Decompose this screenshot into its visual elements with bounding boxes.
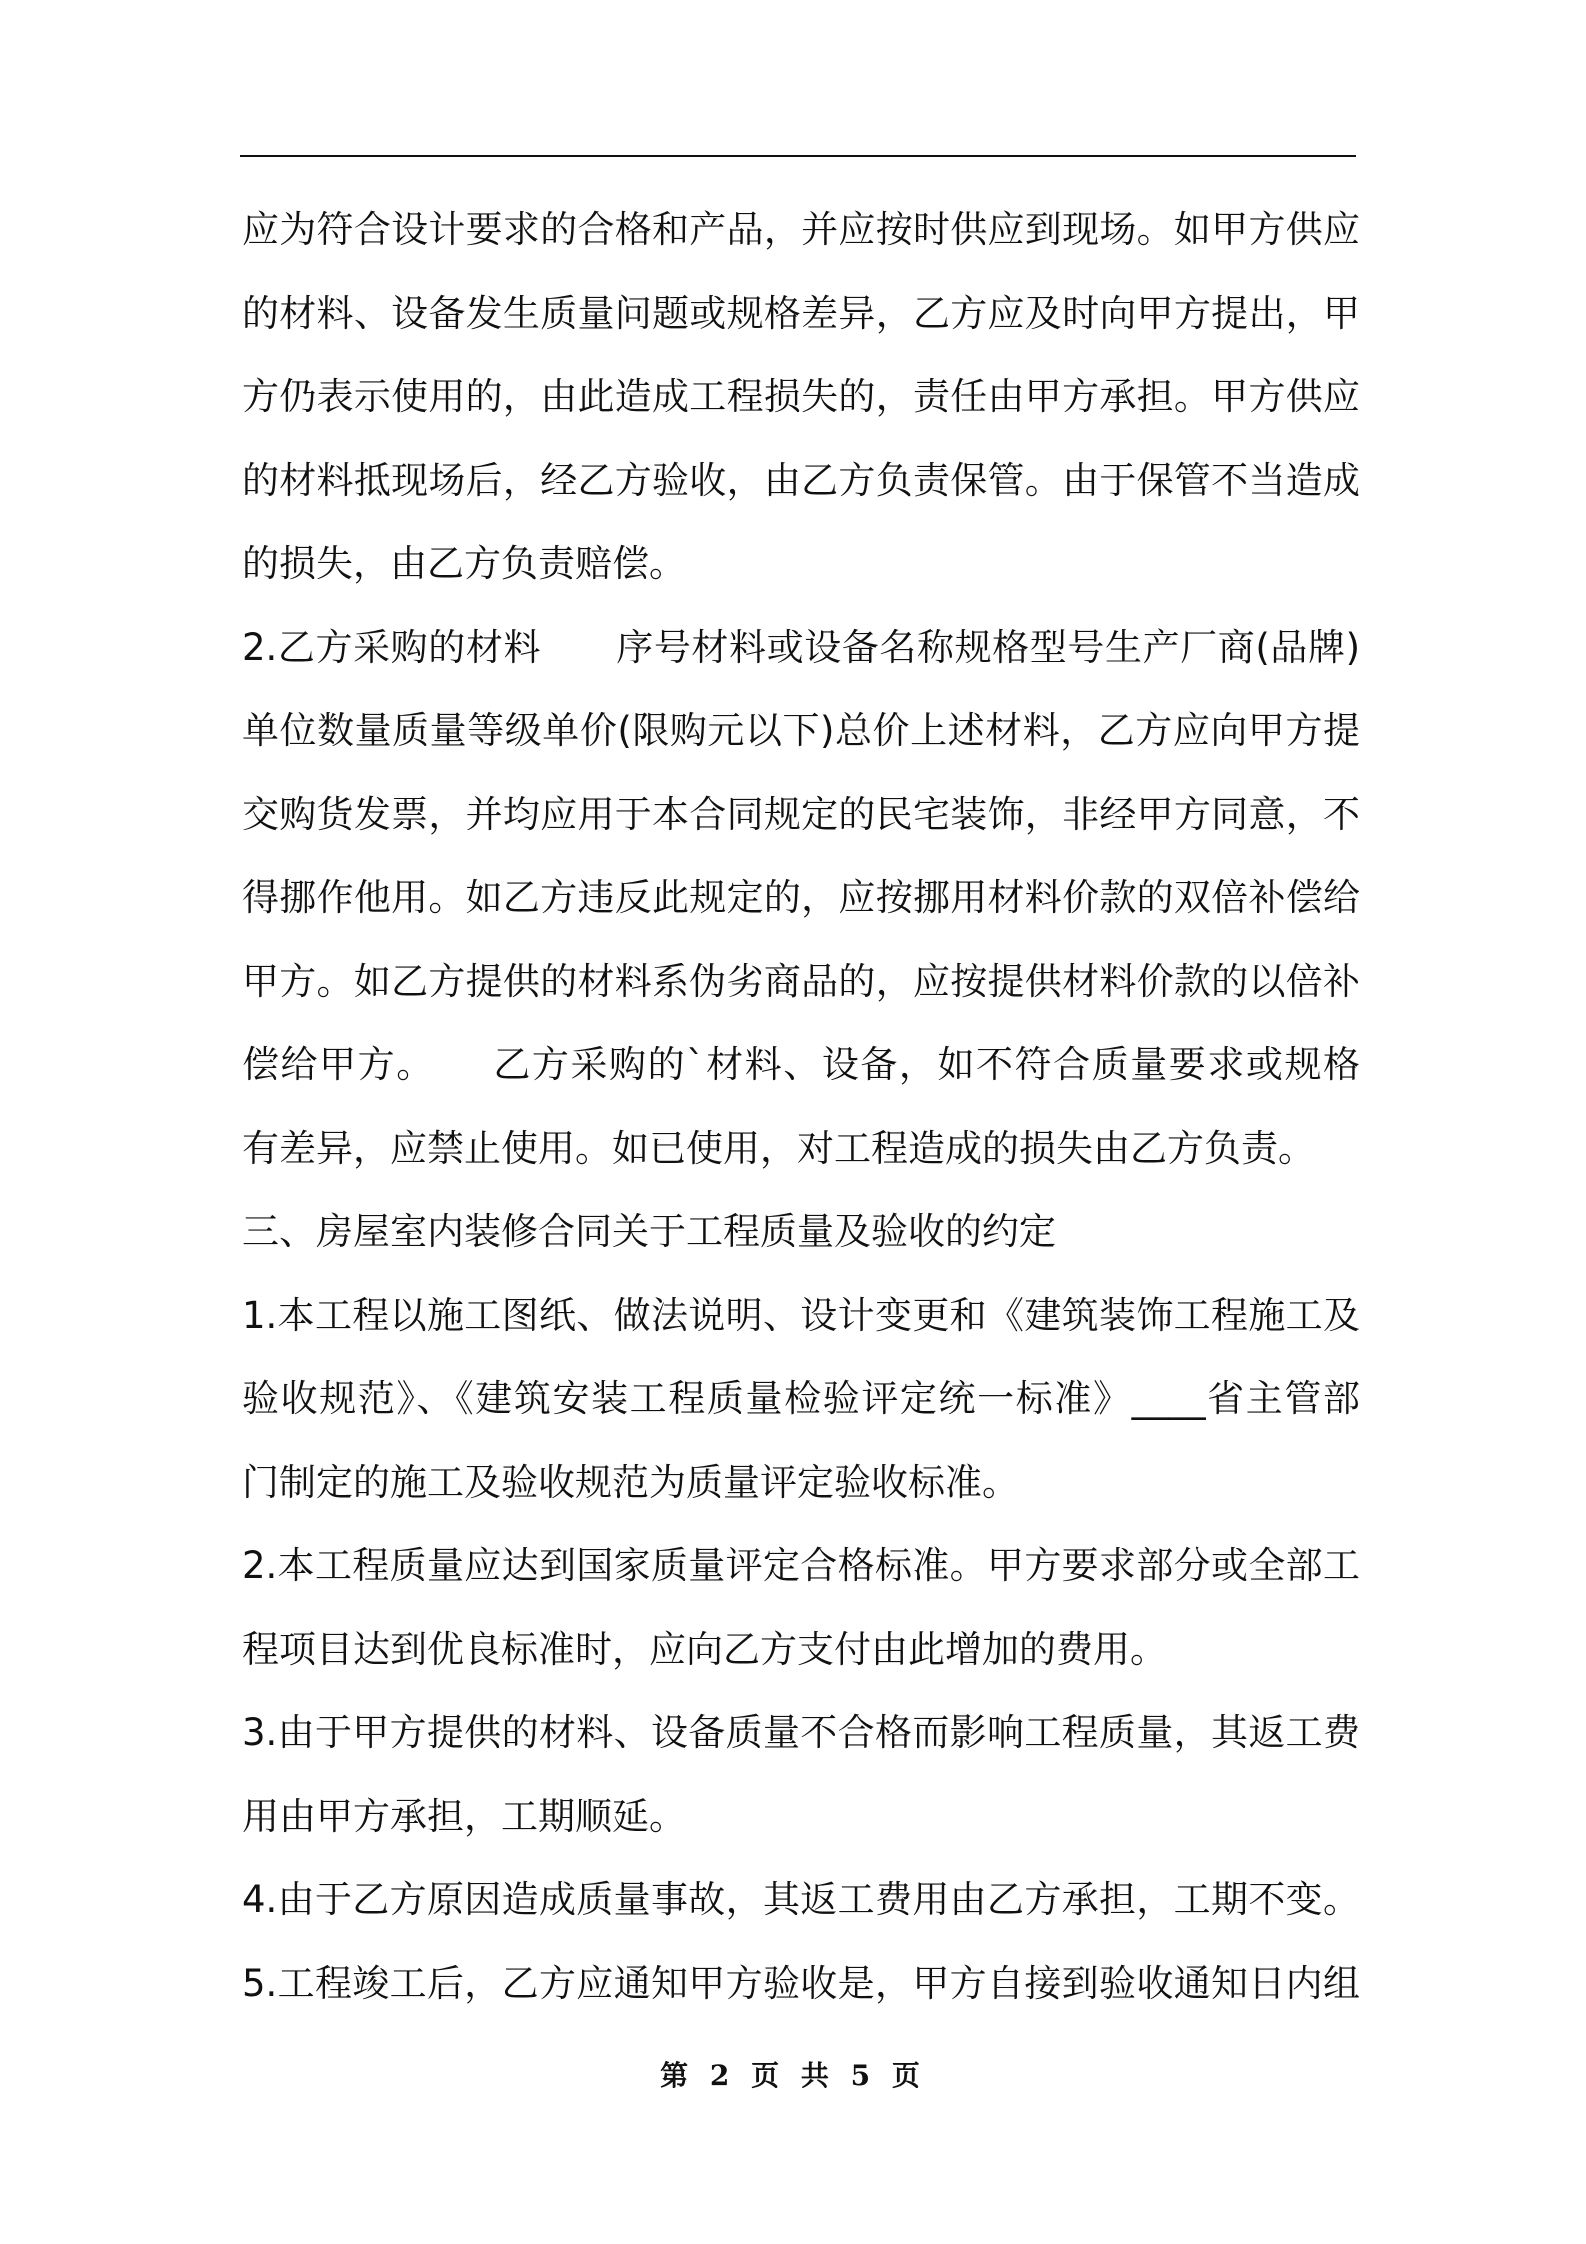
- body-line: 用由甲方承担，工期顺延。: [242, 1794, 686, 1838]
- page-number: 第 2 页 共 5 页: [660, 2059, 926, 2092]
- body-line: 偿给甲方。 乙方采购的`材料、设备，如不符合质量要求或规格: [242, 1043, 1360, 1086]
- document-body: [242, 188, 1360, 2025]
- body-line: 程项目达到优良标准时，应向乙方支付由此增加的费用。: [242, 1627, 1167, 1671]
- body-line: 验收规范》、《建筑安装工程质量检验评定统一标准》____省主管部: [242, 1377, 1360, 1420]
- section-heading: 三、房屋室内装修合同关于工程质量及验收的约定: [242, 1210, 1056, 1253]
- body-line: 2.本工程质量应达到国家质量评定合格标准。甲方要求部分或全部工: [242, 1544, 1360, 1587]
- body-line: 的材料抵现场后，经乙方验收，由乙方负责保管。由于保管不当造成: [242, 458, 1360, 502]
- body-line: 5.工程竣工后，乙方应通知甲方验收是，甲方自接到验收通知日内组: [242, 1961, 1360, 2005]
- body-line: 2.乙方采购的材料 序号材料或设备名称规格型号生产厂商(品牌): [242, 625, 1360, 669]
- body-line: 3.由于甲方提供的材料、设备质量不合格而影响工程质量，其返工费: [242, 1711, 1360, 1754]
- body-line: 的损失，由乙方负责赔偿。: [242, 542, 686, 585]
- header-rule: [240, 155, 1356, 157]
- body-line: 交购货发票，并均应用于本合同规定的民宅装饰，非经甲方同意，不: [242, 792, 1360, 836]
- body-line: 得挪作他用。如乙方违反此规定的，应按挪用材料价款的双倍补偿给: [242, 876, 1360, 919]
- body-line: 有差异，应禁止使用。如已使用，对工程造成的损失由乙方负责。: [242, 1126, 1315, 1170]
- body-line: 应为符合设计要求的合格和产品，并应按时供应到现场。如甲方供应: [242, 208, 1360, 251]
- body-line: 方仍表示使用的，由此造成工程损失的，责任由甲方承担。甲方供应: [242, 375, 1360, 418]
- body-line: 甲方。如乙方提供的材料系伪劣商品的，应按提供材料价款的以倍补: [242, 959, 1360, 1003]
- body-line: 1.本工程以施工图纸、做法说明、设计变更和《建筑装饰工程施工及: [242, 1293, 1360, 1337]
- body-line: 单位数量质量等级单价(限购元以下)总价上述材料，乙方应向甲方提: [242, 709, 1360, 752]
- body-line: 门制定的施工及验收规范为质量评定验收标准。: [242, 1460, 1019, 1504]
- body-line: 的材料、设备发生质量问题或规格差异，乙方应及时向甲方提出，甲: [242, 291, 1360, 335]
- body-line: 4.由于乙方原因造成质量事故，其返工费用由乙方承担，工期不变。: [242, 1878, 1360, 1921]
